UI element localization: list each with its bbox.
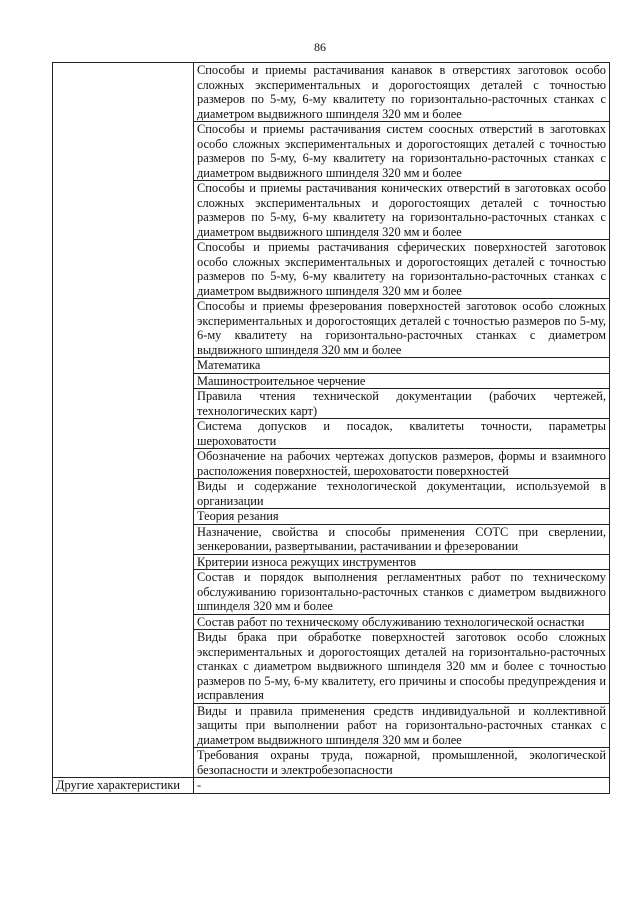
- knowledge-item-text: Способы и приемы фрезерования поверхностей заготовок особо сложных экспериментальных и дорогостоящих деталей с точностью размеров по 5-му, 6-му квалитету на горизонтально-расточных станках с диаметром выдвижного шпинделя 320 мм и более: [197, 299, 606, 357]
- knowledge-item: [194, 703, 610, 748]
- knowledge-item: [194, 554, 610, 570]
- knowledge-item-text: Виды и правила применения средств индивидуальной и коллективной защиты при выполнении работ на горизонтально-расточных станках с диаметром выдвижного шпинделя 320 мм и более: [197, 703, 606, 747]
- knowledge-item-text: Состав работ по техническому обслуживанию технологической оснастки: [197, 614, 585, 629]
- knowledge-item-text: Виды брака при обработке поверхностей заготовок особо сложных экспериментальных и дорогостоящих деталей на горизонтально-расточных станках с диаметром выдвижного шпинделя 320 мм и более с точностью размеров по 5-му, 6-му квалитету, его причины и способы предупреждения и исправления: [197, 630, 606, 702]
- table-row-knowledge: [53, 63, 610, 122]
- knowledge-item-text: Правила чтения технической документации (рабочих чертежей, технологических карт): [197, 389, 606, 418]
- knowledge-item: [194, 748, 610, 778]
- knowledge-item-text: Способы и приемы растачивания канавок в отверстиях заготовок особо сложных экспериментальных и дорогостоящих деталей с точностью размеров по 5-му, 6-му квалитету по горизонтально-расточных станках с диаметром выдвижного шпинделя 320 мм и более: [197, 63, 606, 121]
- knowledge-item: [194, 630, 610, 704]
- knowledge-item: [194, 389, 610, 419]
- knowledge-item: [194, 299, 610, 358]
- knowledge-item-text: Состав и порядок выполнения регламентных работ по техническому обслуживанию горизонтально-расточных станков с диаметром выдвижного шпинделя 320 мм и более: [197, 570, 606, 613]
- knowledge-item: [194, 449, 610, 479]
- knowledge-item: [194, 524, 610, 554]
- knowledge-item-text: Назначение, свойства и способы применения СОТС при сверлении, зенкеровании, развертывании, растачивании и фрезеровании: [197, 524, 606, 553]
- knowledge-item-text: Виды и содержание технологической документации, используемой в организации: [197, 479, 606, 508]
- knowledge-item: [194, 63, 610, 122]
- knowledge-item-text: Критерии износа режущих инструментов: [197, 554, 417, 569]
- knowledge-item-text: Теория резания: [197, 509, 279, 523]
- knowledge-item-text: Машиностроительное черчение: [197, 373, 366, 388]
- knowledge-item: [194, 358, 610, 374]
- table-row-other-characteristics: [53, 778, 610, 794]
- other-characteristics-value: -: [194, 778, 610, 794]
- knowledge-label-cell: [53, 63, 194, 778]
- other-characteristics-label: Другие характеристики: [53, 778, 194, 794]
- knowledge-item-text: Способы и приемы растачивания сферических поверхностей заготовок особо сложных экспериментальных и дорогостоящих деталей с точностью размеров по 5-му, 6-му квалитету на горизонтально-расточных станках с диаметром выдвижного шпинделя 320 мм и более: [197, 240, 606, 298]
- requirements-table-body: [53, 63, 610, 794]
- requirements-table: [52, 62, 610, 794]
- knowledge-item: [194, 509, 610, 525]
- knowledge-item-text: Требования охраны труда, пожарной, промышленной, экологической безопасности и электробезопасности: [197, 748, 606, 777]
- knowledge-item-text: Обозначение на рабочих чертежах допусков размеров, формы и взаимного расположения поверхностей, шероховатости поверхностей: [197, 449, 606, 478]
- knowledge-item-text: Математика: [197, 358, 261, 372]
- knowledge-item-text: Система допусков и посадок, квалитеты точности, параметры шероховатости: [197, 419, 606, 448]
- knowledge-item-text: Способы и приемы растачивания систем соосных отверстий в заготовках особо сложных экспериментальных и дорогостоящих деталей с точностью размеров по 5-му, 6-му квалитету на горизонтально-расточных станках с диаметром выдвижного шпинделя 320 мм и более: [197, 122, 606, 180]
- knowledge-item: [194, 419, 610, 449]
- knowledge-item: [194, 373, 610, 389]
- knowledge-item: [194, 240, 610, 299]
- page-number: 86: [314, 40, 326, 54]
- knowledge-item: [194, 479, 610, 509]
- knowledge-item: [194, 181, 610, 240]
- knowledge-item: [194, 122, 610, 181]
- knowledge-item: [194, 570, 610, 615]
- knowledge-item: [194, 614, 610, 630]
- knowledge-item-text: Способы и приемы растачивания конических отверстий в заготовках особо сложных экспериментальных и дорогостоящих деталей с точностью размеров по 5-му, 6-му квалитету на горизонтально-расточных станках с диаметром выдвижного шпинделя 320 мм и более: [197, 181, 606, 239]
